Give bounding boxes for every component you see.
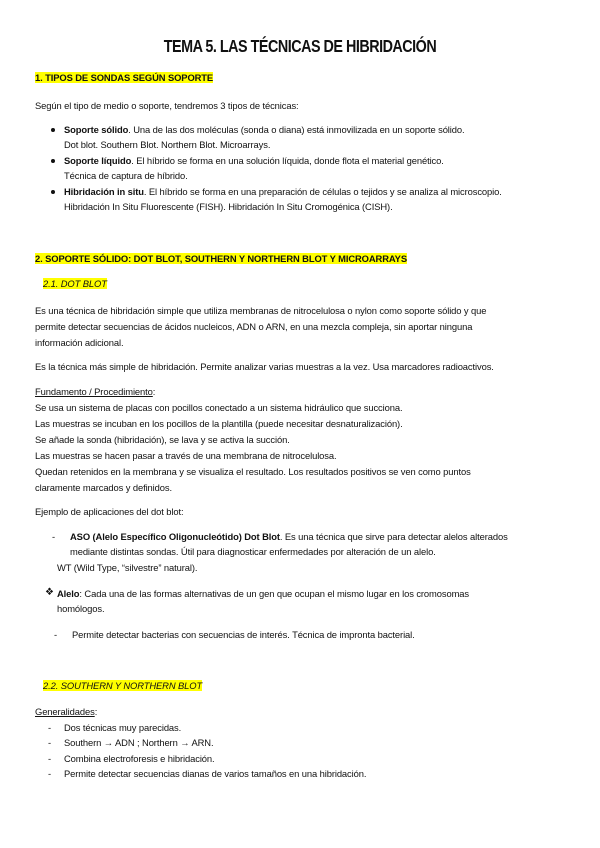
list-item bbox=[64, 155, 444, 167]
paragraph-line: información adicional. bbox=[35, 337, 124, 348]
procedure-line: Las muestras se incuban en los pocillos de la plantilla (puede necesitar desnaturalización). bbox=[35, 418, 403, 429]
section-1-heading bbox=[35, 72, 213, 84]
procedure-label: Fundamento / Procedimiento bbox=[35, 386, 153, 397]
procedure-heading bbox=[35, 386, 155, 398]
page-title: TEMA 5. LAS TÉCNICAS DE HIBRIDACIÓN bbox=[163, 36, 437, 56]
section-1-intro: Según el tipo de medio o soporte, tendremos 3 tipos de técnicas: bbox=[35, 100, 299, 111]
section-2-heading-text: 2. SOPORTE SÓLIDO: DOT BLOT, SOUTHERN Y NORTHERN BLOT Y MICROARRAYS bbox=[35, 253, 407, 264]
alelo-text: : Cada una de las formas alternativas de un gen que ocupan el mismo lugar en los cromosomas bbox=[79, 588, 469, 599]
list-item-term: Soporte sólido bbox=[64, 124, 129, 135]
subsection-dot-blot bbox=[43, 278, 107, 290]
bullet-icon bbox=[51, 190, 55, 194]
procedure-colon: : bbox=[152, 386, 156, 397]
examples-label: Ejemplo de aplicaciones del dot blot: bbox=[35, 506, 184, 517]
alelo-line2: homólogos. bbox=[57, 603, 105, 614]
alelo-term: Alelo bbox=[57, 588, 80, 599]
list-item-line2: Dot blot. Southern Blot. Northern Blot. Microarrays. bbox=[64, 139, 271, 150]
subsection-southern-northern bbox=[43, 680, 202, 692]
paragraph: Es la técnica más simple de hibridación. Permite analizar varias muestras a la vez. Usa marcadores radioactivos. bbox=[35, 361, 494, 372]
aso-term: ASO (Alelo Específico Oligonucleótido) Dot Blot bbox=[70, 531, 280, 542]
procedure-line: Se usa un sistema de placas con pocillos conectado a un sistema hidráulico que succiona. bbox=[35, 402, 403, 413]
list-item: Combina electroforesis e hibridación. bbox=[64, 753, 215, 764]
list-item-text: . El híbrido se forma en una solución líquida, donde flota el material genético. bbox=[131, 155, 444, 166]
aso-text: . Es una técnica que sirve para detectar alelos alterados bbox=[279, 531, 508, 542]
section-1-heading-text: 1. TIPOS DE SONDAS SEGÚN SOPORTE bbox=[35, 72, 214, 83]
procedure-line: claramente marcados y definidos. bbox=[35, 482, 172, 493]
list-item-text: . Una de las dos moléculas (sonda o diana) está inmovilizada en un soporte sólido. bbox=[128, 124, 465, 135]
list-item-text: . El híbrido se forma en una preparación de células o tejidos y se analiza al microscopio. bbox=[143, 186, 502, 197]
list-item-term: Hibridación in situ bbox=[64, 186, 144, 197]
generalities-colon: : bbox=[94, 706, 98, 717]
procedure-line: Se añade la sonda (hibridación), se lava y se activa la succión. bbox=[35, 434, 290, 445]
bullet-icon bbox=[51, 128, 55, 132]
list-item: Permite detectar secuencias dianas de varios tamaños en una hibridación. bbox=[64, 768, 367, 779]
dash-marker: - bbox=[48, 737, 52, 748]
procedure-line: Las muestras se hacen pasar a través de una membrana de nitrocelulosa. bbox=[35, 450, 337, 461]
subsection-southern-northern-text: 2.2. SOUTHERN Y NORTHERN BLOT bbox=[43, 680, 203, 691]
list-item-line2: Técnica de captura de híbrido. bbox=[64, 170, 188, 181]
generalities-heading bbox=[35, 706, 97, 718]
list-item-line2: Hibridación In Situ Fluorescente (FISH). Hibridación In Situ Cromogénica (CISH). bbox=[64, 201, 393, 212]
wt-line: WT (Wild Type, “silvestre” natural). bbox=[57, 562, 198, 573]
dash-marker: - bbox=[52, 531, 56, 542]
list-item bbox=[64, 186, 502, 198]
dash-marker: - bbox=[48, 722, 52, 733]
alelo-line bbox=[57, 588, 469, 600]
bacteria-line: Permite detectar bacterias con secuencias de interés. Técnica de impronta bacterial. bbox=[72, 629, 415, 640]
list-item-term: Soporte líquido bbox=[64, 155, 132, 166]
aso-line bbox=[70, 531, 508, 543]
procedure-line: Quedan retenidos en la membrana y se visualiza el resultado. Los resultados positivos se ven como puntos bbox=[35, 466, 471, 477]
generalities-label: Generalidades bbox=[35, 706, 95, 717]
section-2-heading bbox=[35, 253, 407, 265]
diamond-bullet-icon: ❖ bbox=[45, 587, 54, 598]
list-item: Southern → ADN ; Northern → ARN. bbox=[64, 737, 214, 748]
bullet-icon bbox=[51, 159, 55, 163]
dash-marker: - bbox=[48, 768, 52, 779]
subsection-dot-blot-text: 2.1. DOT BLOT bbox=[43, 278, 107, 289]
aso-line2: mediante distintas sondas. Útil para diagnosticar enfermedades por alteración de un alelo. bbox=[70, 546, 436, 557]
list-item bbox=[64, 124, 465, 136]
paragraph-line: Es una técnica de hibridación simple que utiliza membranas de nitrocelulosa o nylon como soporte sólido y que bbox=[35, 305, 487, 316]
list-item: Dos técnicas muy parecidas. bbox=[64, 722, 182, 733]
dash-marker: - bbox=[48, 753, 52, 764]
dash-marker: - bbox=[54, 629, 58, 640]
paragraph-line: permite detectar secuencias de ácidos nucleicos, ADN o ARN, en una mezcla compleja, sin aportar ninguna bbox=[35, 321, 473, 332]
